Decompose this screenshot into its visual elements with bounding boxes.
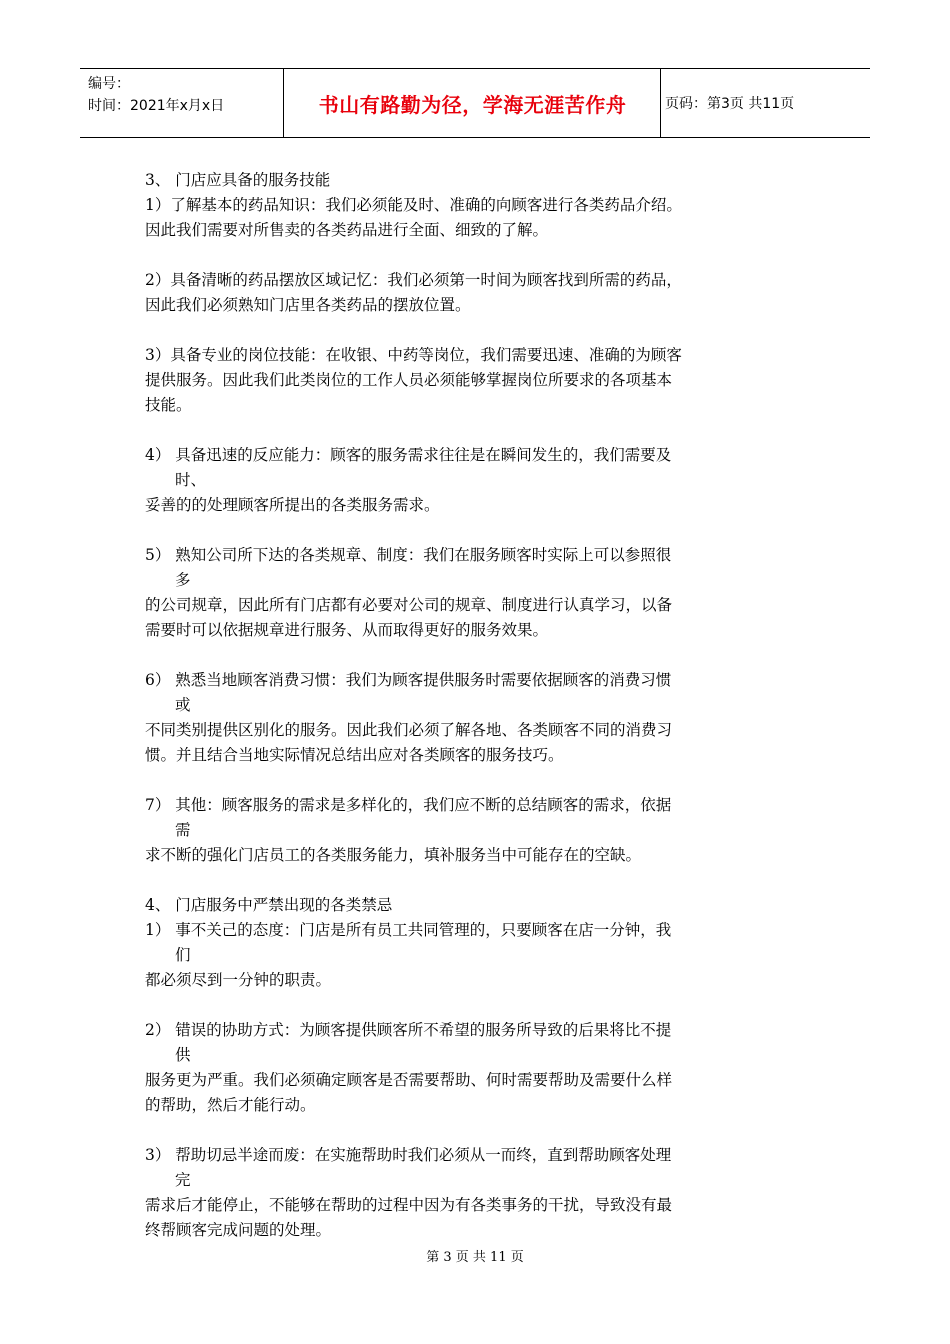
body-line: 不同类别提供区别化的服务。因此我们必须了解各地、各类顾客不同的消费习 <box>145 721 673 739</box>
header-page-info: 页码：第3页 共11页 <box>665 96 795 112</box>
body-line: 或 <box>175 696 191 714</box>
body-line: 2） 错误的协助方式：为顾客提供顾客所不希望的服务所导致的后果将比不提 <box>145 1021 672 1039</box>
body-line: 多 <box>175 571 191 589</box>
section-heading: 4、 门店服务中严禁出现的各类禁忌 <box>145 896 393 914</box>
body-line: 2）具备清晰的药品摆放区域记忆：我们必须第一时间为顾客找到所需的药品， <box>145 271 682 289</box>
header-motto: 书山有路勤为径，学海无涯苦作舟 <box>318 92 627 117</box>
body-line: 妥善的的处理顾客所提出的各类服务需求。 <box>145 496 440 514</box>
body-line: 需要时可以依据规章进行服务、从而取得更好的服务效果。 <box>145 621 549 639</box>
body-line: 服务更为严重。我们必须确定顾客是否需要帮助、何时需要帮助及需要什么样 <box>145 1071 673 1089</box>
body-line: 6） 熟悉当地顾客消费习惯：我们为顾客提供服务时需要依据顾客的消费习惯 <box>145 671 672 689</box>
body-line: 技能。 <box>145 396 192 414</box>
number-label: 编号： <box>88 76 130 92</box>
body-line: 4） 具备迅速的反应能力：顾客的服务需求往往是在瞬间发生的，我们需要及 <box>145 446 672 464</box>
body-line: 的公司规章，因此所有门店都有必要对公司的规章、制度进行认真学习，以备 <box>145 596 673 614</box>
body-line: 3）具备专业的岗位技能：在收银、中药等岗位，我们需要迅速、准确的为顾客 <box>145 346 682 364</box>
body-line: 需 <box>175 821 191 839</box>
section-heading: 3、 门店应具备的服务技能 <box>145 171 331 189</box>
body-line: 1）了解基本的药品知识：我们必须能及时、准确的向顾客进行各类药品介绍。 <box>145 196 682 214</box>
header-divider <box>283 69 284 137</box>
body-line: 因此我们必须熟知门店里各类药品的摆放位置。 <box>145 296 471 314</box>
body-line: 7） 其他：顾客服务的需求是多样化的，我们应不断的总结顾客的需求，依据 <box>145 796 672 814</box>
body-line: 完 <box>175 1171 191 1189</box>
body-line: 惯。并且结合当地实际情况总结出应对各类顾客的服务技巧。 <box>145 746 564 764</box>
body-line: 求不断的强化门店员工的各类服务能力，填补服务当中可能存在的空缺。 <box>145 846 642 864</box>
body-line: 需求后才能停止，不能够在帮助的过程中因为有各类事务的干扰，导致没有最 <box>145 1196 673 1214</box>
body-line: 终帮顾客完成问题的处理。 <box>145 1221 332 1239</box>
body-line: 5） 熟知公司所下达的各类规章、制度：我们在服务顾客时实际上可以参照很 <box>145 546 672 564</box>
body-line: 1） 事不关己的态度：门店是所有员工共同管理的，只要顾客在店一分钟，我 <box>145 921 672 939</box>
body-line: 的帮助，然后才能行动。 <box>145 1096 316 1114</box>
body-line: 都必须尽到一分钟的职责。 <box>145 971 332 989</box>
body-line: 因此我们需要对所售卖的各类药品进行全面、细致的了解。 <box>145 221 549 239</box>
page-footer: 第 3 页 共 11 页 <box>426 1250 524 1265</box>
document-body <box>145 168 810 1243</box>
header-divider <box>660 69 661 137</box>
body-line: 们 <box>175 946 191 964</box>
time-label: 时间：2021年x月x日 <box>88 98 225 114</box>
header-meta <box>88 73 278 117</box>
body-line: 提供服务。因此我们此类岗位的工作人员必须能够掌握岗位所要求的各项基本 <box>145 371 673 389</box>
body-line: 3） 帮助切忌半途而废：在实施帮助时我们必须从一而终，直到帮助顾客处理 <box>145 1146 672 1164</box>
body-line: 供 <box>175 1046 191 1064</box>
page-header <box>80 68 870 138</box>
body-line: 时、 <box>175 471 207 489</box>
